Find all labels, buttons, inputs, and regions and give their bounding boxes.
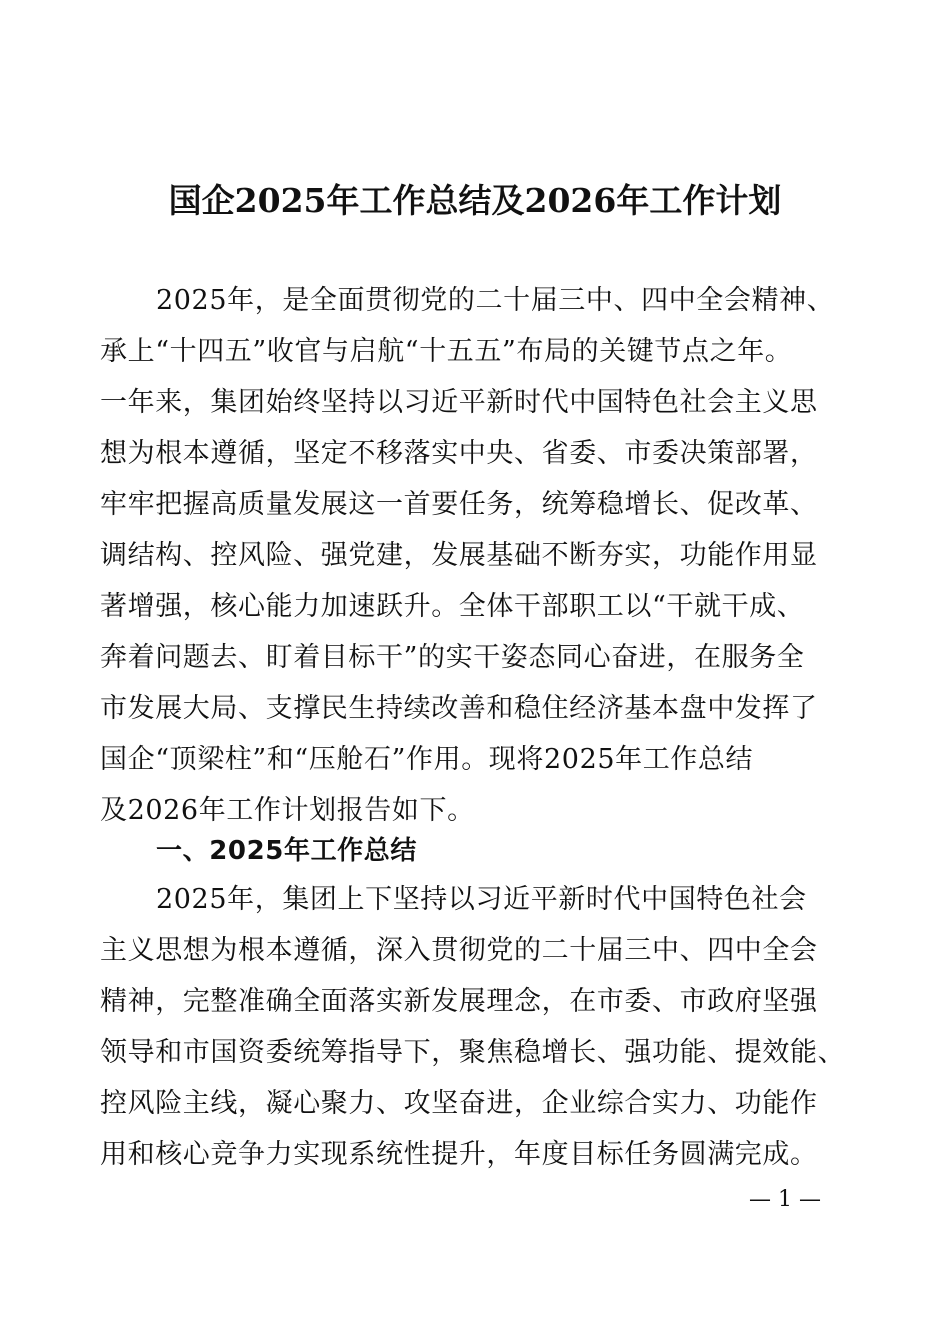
intro-line-7: 著增强，核心能力加速跃升。全体干部职工以“干就干成、 xyxy=(100,591,805,622)
intro-line-8: 奔着问题去、盯着目标干”的实干姿态同心奋进，在服务全 xyxy=(100,642,805,673)
section1-line-6: 用和核心竞争力实现系统性提升，年度目标任务圆满完成。 xyxy=(100,1139,818,1170)
intro-line-4: 想为根本遵循，坚定不移落实中央、省委、市委决策部署， xyxy=(100,438,818,469)
section1-heading: 一、2025年工作总结 xyxy=(156,836,417,866)
intro-line-11: 及2026年工作计划报告如下。 xyxy=(100,795,475,826)
intro-line-5: 牢牢把握高质量发展这一首要任务，统筹稳增长、促改革、 xyxy=(100,489,818,520)
intro-line-1: 2025年，是全面贯彻党的二十届三中、四中全会精神、 xyxy=(156,285,835,316)
intro-line-6: 调结构、控风险、强党建，发展基础不断夯实，功能作用显 xyxy=(100,540,818,571)
page-number: — 1 — xyxy=(749,1187,821,1212)
intro-line-9: 市发展大局、支撑民生持续改善和稳住经济基本盘中发挥了 xyxy=(100,693,818,724)
section1-line-5: 控风险主线，凝心聚力、攻坚奋进，企业综合实力、功能作 xyxy=(100,1088,818,1119)
intro-line-2: 承上“十四五”收官与启航“十五五”布局的关键节点之年。 xyxy=(100,336,793,367)
section1-line-4: 领导和市国资委统筹指导下，聚焦稳增长、强功能、提效能、 xyxy=(100,1037,846,1068)
intro-line-10: 国企“顶梁柱”和“压舱石”作用。现将2025年工作总结 xyxy=(100,744,754,775)
section1-line-3: 精神，完整准确全面落实新发展理念，在市委、市政府坚强 xyxy=(100,986,818,1017)
section1-line-1: 2025年，集团上下坚持以习近平新时代中国特色社会 xyxy=(156,884,807,915)
intro-line-3: 一年来，集团始终坚持以习近平新时代中国特色社会主义思 xyxy=(100,387,818,418)
section1-line-2: 主义思想为根本遵循，深入贯彻党的二十届三中、四中全会 xyxy=(100,935,818,966)
document-title: 国企2025年工作总结及2026年工作计划 xyxy=(168,181,782,220)
